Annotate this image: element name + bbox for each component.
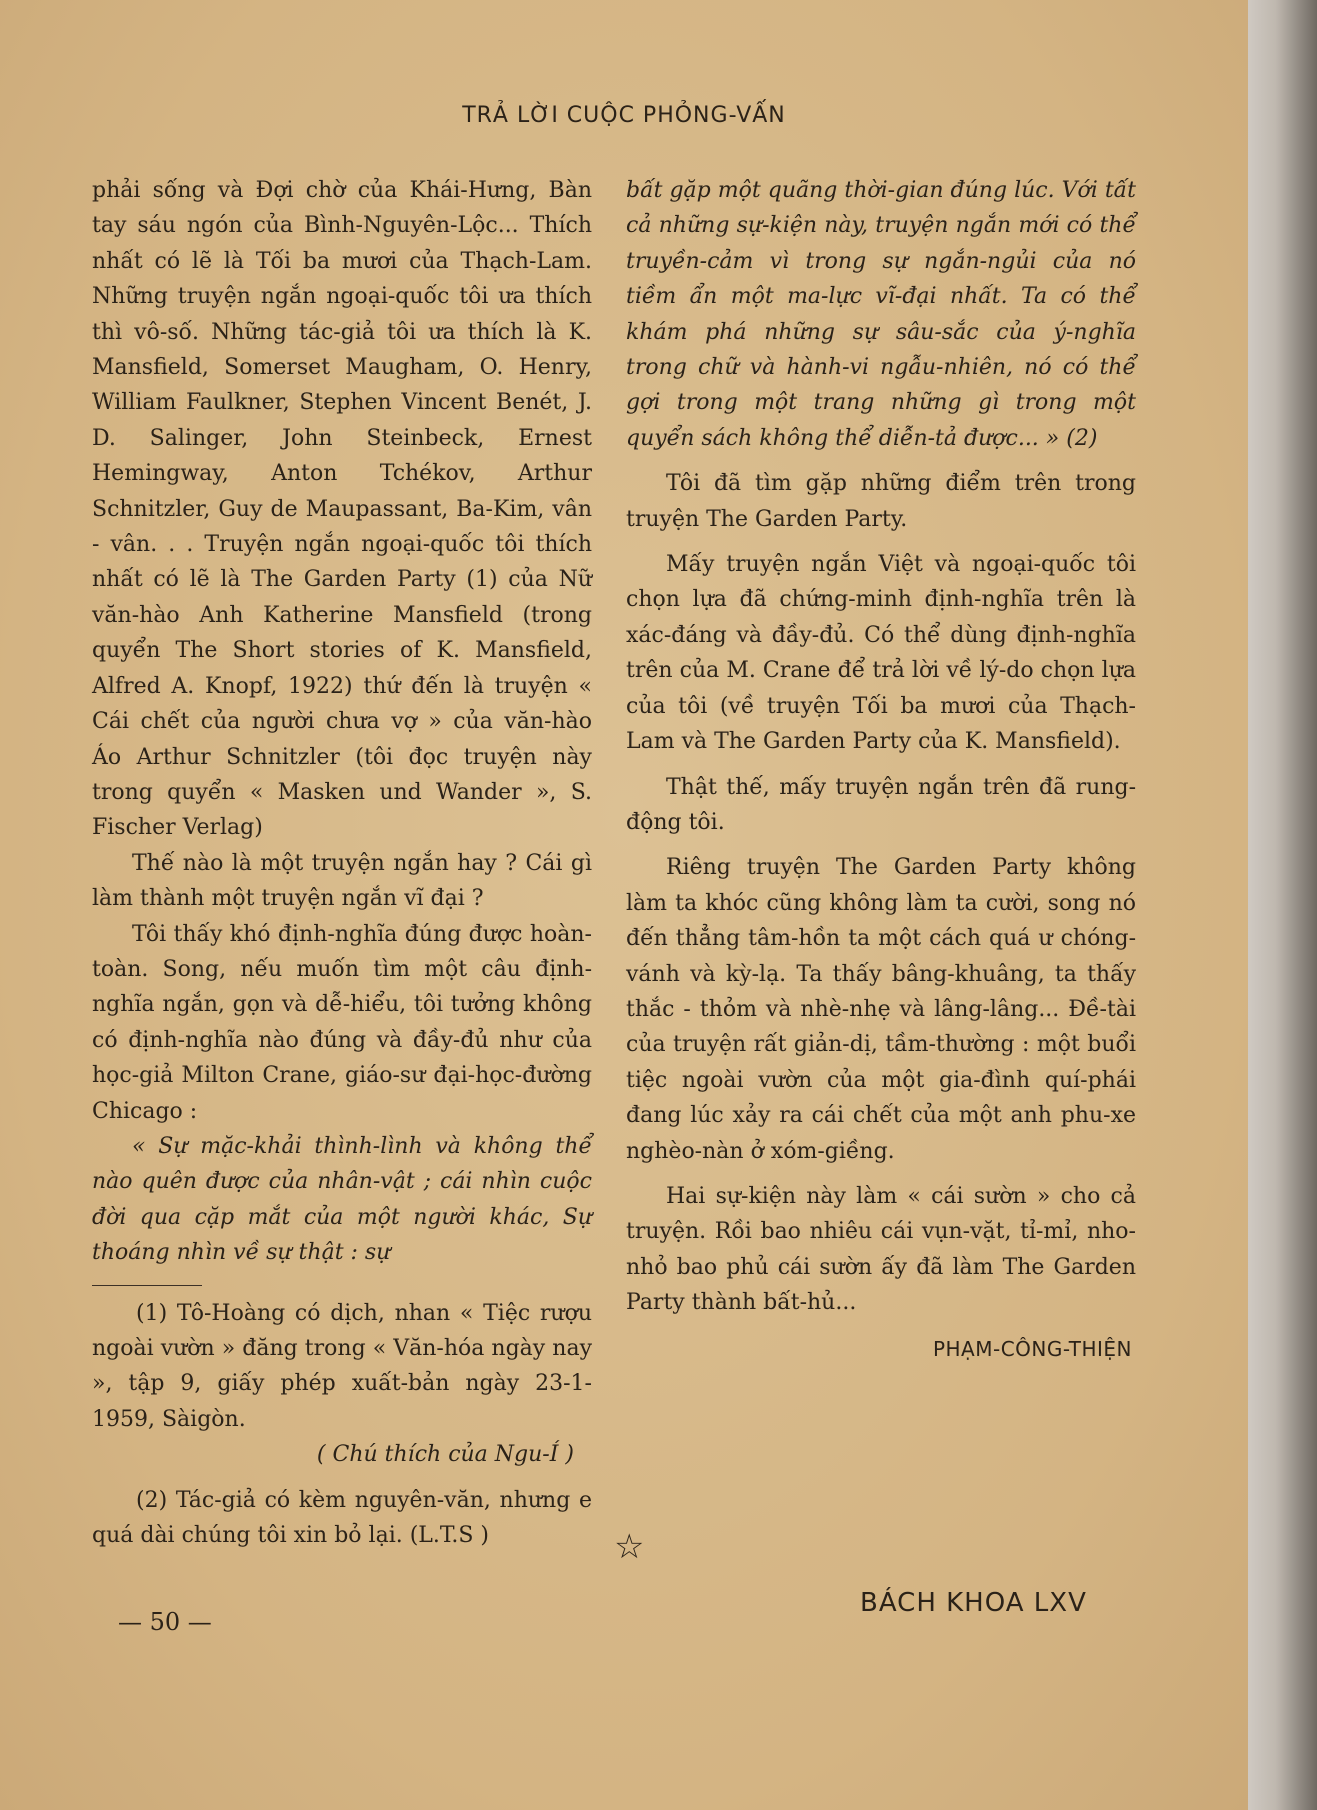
running-head: TRẢ LỜI CUỘC PHỎNG-VẤN bbox=[462, 103, 786, 128]
page-number: — 50 — bbox=[118, 1608, 212, 1636]
magazine-title: BÁCH KHOA LXV bbox=[860, 1588, 1087, 1618]
paragraph: Tôi đã tìm gặp những điểm trên trong truyện The Garden Party. bbox=[626, 471, 1136, 532]
quotation-paragraph: « Sự mặc-khải thình-lình và không thể nào quên được của nhân-vật ; cái nhìn cuộc đời qua cặp mắt của một người khác, Sự thoáng nhìn về sự thật : sự bbox=[92, 1133, 592, 1266]
footnote-2: (2) Tác-giả có kèm nguyên-văn, nhưng e quá dài chúng tôi xin bỏ lại. (L.T.S ) bbox=[92, 1487, 592, 1549]
star-ornament-icon: ☆ bbox=[614, 1527, 645, 1567]
left-column bbox=[92, 173, 592, 1553]
paragraph: Riêng truyện The Garden Party không làm ta khóc cũng không làm ta cười, song nó đến thẳng tâm-hồn ta một cách quá ư chóng-vánh và kỳ-lạ. Ta thấy bâng-khuâng, ta thấy thắc - thỏm và nhè-nhẹ và lâng-lâng... Đề-tài của truyện rất giản-dị, tầm-thường : một buổi tiệc ngoài vườn của một gia-đình quí-phái đang lúc xảy ra cái chết của một anh phu-xe nghèo-nàn ở xóm-giềng. bbox=[626, 855, 1136, 1164]
paragraph: Tôi thấy khó định-nghĩa đúng được hoàn-toàn. Song, nếu muốn tìm một câu định-nghĩa ngắn, gọn và dễ-hiểu, tôi tưởng không có định-nghĩa nào đúng và đầy-đủ như của học-giả Milton Crane, giáo-sư đại-học-đường Chicago : bbox=[92, 921, 592, 1124]
footnote-credit: ( Chú thích của Ngu-Í ) bbox=[316, 1442, 574, 1468]
footnote-rule bbox=[92, 1285, 202, 1286]
right-column bbox=[626, 173, 1136, 1361]
scan-margin bbox=[1248, 0, 1317, 1810]
quotation-paragraph: bất gặp một quãng thời-gian đúng lúc. Với tất cả những sự-kiện này, truyện ngắn mới có thể truyền-cảm vì trong sự ngắn-ngủi của nó tiềm ẩn một ma-lực vĩ-đại nhất. Ta có thể khám phá những sự sâu-sắc của ý-nghĩa trong chữ và hành-vi ngẫu-nhiên, nó có thể gợi trong một trang những gì trong một quyển sách không thể diễn-tả được... » (2) bbox=[626, 178, 1136, 451]
paragraph: Thế nào là một truyện ngắn hay ? Cái gì làm thành một truyện ngắn vĩ đại ? bbox=[92, 850, 592, 912]
paragraph: phải sống và Đợi chờ của Khái-Hưng, Bàn tay sáu ngón của Bình-Nguyên-Lộc... Thích nhất có lẽ là Tối ba mươi của Thạch-Lam. Những truyện ngắn ngoại-quốc tôi ưa thích thì vô-số. Những tác-giả tôi ưa thích là K. Mansfield, Somerset Maugham, O. Henry, William Faulkner, Stephen Vincent Benét, J. D. Salinger, John Steinbeck, Ernest Hemingway, Anton Tchékov, Arthur Schnitzler, Guy de Maupassant, Ba-Kim, vân - vân. . . Truyện ngắn ngoại-quốc tôi thích nhất có lẽ là The Garden Party (1) của Nữ văn-hào Anh Katherine Mansfield (trong quyển The Short stories of K. Mansfield, Alfred A. Knopf, 1922) thứ đến là truyện « Cái chết của người chưa vợ » của văn-hào Áo Arthur Schnitzler (tôi đọc truyện này trong quyển « Masken und Wander », S. Fischer Verlag) bbox=[92, 178, 592, 841]
paragraph: Hai sự-kiện này làm « cái sườn » cho cả truyện. Rồi bao nhiêu cái vụn-vặt, tỉ-mỉ, nho-nhỏ bao phủ cái sườn ấy đã làm The Garden Party thành bất-hủ... bbox=[626, 1183, 1136, 1316]
paragraph: Mấy truyện ngắn Việt và ngoại-quốc tôi chọn lựa đã chứng-minh định-nghĩa trên là xác-đáng và đầy-đủ. Có thể dùng định-nghĩa trên của M. Crane để trả lời về lý-do chọn lựa của tôi (về truyện Tối ba mươi của Thạch-Lam và The Garden Party của K. Mansfield). bbox=[626, 552, 1136, 755]
paragraph: Thật thế, mấy truyện ngắn trên đã rung-động tôi. bbox=[626, 774, 1136, 835]
author-signature: PHẠM-CÔNG-THIỆN bbox=[932, 1336, 1132, 1361]
footnote-1: (1) Tô-Hoàng có dịch, nhan « Tiệc rượu ngoài vườn » đăng trong « Văn-hóa ngày nay », tập 9, giấy phép xuất-bản ngày 23-1-1959, Sàigòn. bbox=[92, 1300, 592, 1432]
